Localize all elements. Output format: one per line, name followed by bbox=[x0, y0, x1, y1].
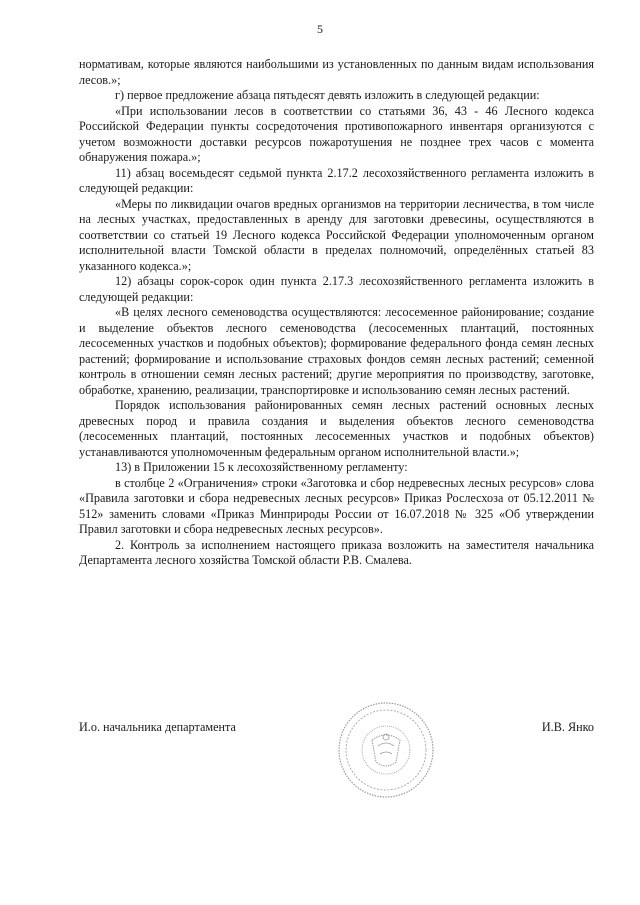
paragraph-7: «В целях лесного семеноводства осуществляются: лесосеменное районирование; создание и выделение объектов лесного семеноводства (лесосеменных плантаций, постоянных лесосеменных участков и подобных объектов); формирование федерального фонда семян лесных растений; формирование и использование страховых фондов семян лесных растений; семенной контроль в отношении семян лесных растений; другие мероприятия по производству, заготовке, обработке, хранению, реализации, транспортировке и использованию семян лесных растений. bbox=[79, 305, 594, 397]
signatory-name: И.В. Янко bbox=[541, 720, 594, 734]
paragraph-8: Порядок использования районированных семян лесных растений основных лесных древесных пород и правила создания и выделения объектов лесного семеноводства (лесосеменных плантаций, постоянных лесосеменных участков и подобных объектов) устанавливаются уполномоченным федеральным органом исполнительной власти.»; bbox=[79, 398, 594, 459]
page-number: 5 bbox=[317, 22, 323, 36]
paragraph-4: 11) абзац восемьдесят седьмой пункта 2.17.2 лесохозяйственного регламента изложить в следующей редакции: bbox=[79, 165, 594, 195]
document-body bbox=[79, 57, 594, 569]
paragraph-1: нормативам, которые являются наибольшими из установленных по данным видам использования лесов.»; bbox=[79, 57, 594, 87]
paragraph-5: «Меры по ликвидации очагов вредных организмов на территории лесничества, в том числе на лесных участках, предоставленных в аренду для заготовки древесины, осуществляются в соответствии со статьей 19 Лесного кодекса Российской Федерации уполномоченным органом исполнительной власти Томской области в пределах полномочий, определённых статьей 83 указанного кодекса.»; bbox=[79, 196, 594, 273]
paragraph-10: в столбце 2 «Ограничения» строки «Заготовка и сбор недревесных лесных ресурсов» слова «Правила заготовки и сбора недревесных лесных ресурсов» Приказ Рослесхоза от 05.12.2011 № 512» заменить словами «Приказ Минприроды России от 16.07.2018 № 325 «Об утверждении Правил заготовки и сбора недревесных лесных ресурсов». bbox=[79, 475, 594, 536]
signature-block bbox=[79, 720, 594, 740]
official-seal-icon bbox=[336, 700, 436, 800]
paragraph-3: «При использовании лесов в соответствии со статьями 36, 43 - 46 Лесного кодекса Российской Федерации пункты сосредоточения противопожарного инвентаря организуются с учетом возможности доставки ресурсов пожаротушения не позднее трех часов с момента обнаружения пожара.»; bbox=[79, 103, 594, 164]
paragraph-11: 2. Контроль за исполнением настоящего приказа возложить на заместителя начальника Департамента лесного хозяйства Томской области Р.В. Смалева. bbox=[79, 537, 594, 567]
paragraph-2: г) первое предложение абзаца пятьдесят девять изложить в следующей редакции: bbox=[115, 88, 540, 102]
signatory-position: И.о. начальника департамента bbox=[79, 720, 236, 734]
paragraph-9: 13) в Приложении 15 к лесохозяйственному регламенту: bbox=[115, 460, 408, 474]
paragraph-6: 12) абзацы сорок-сорок один пункта 2.17.3 лесохозяйственного регламента изложить в следующей редакции: bbox=[79, 274, 594, 304]
